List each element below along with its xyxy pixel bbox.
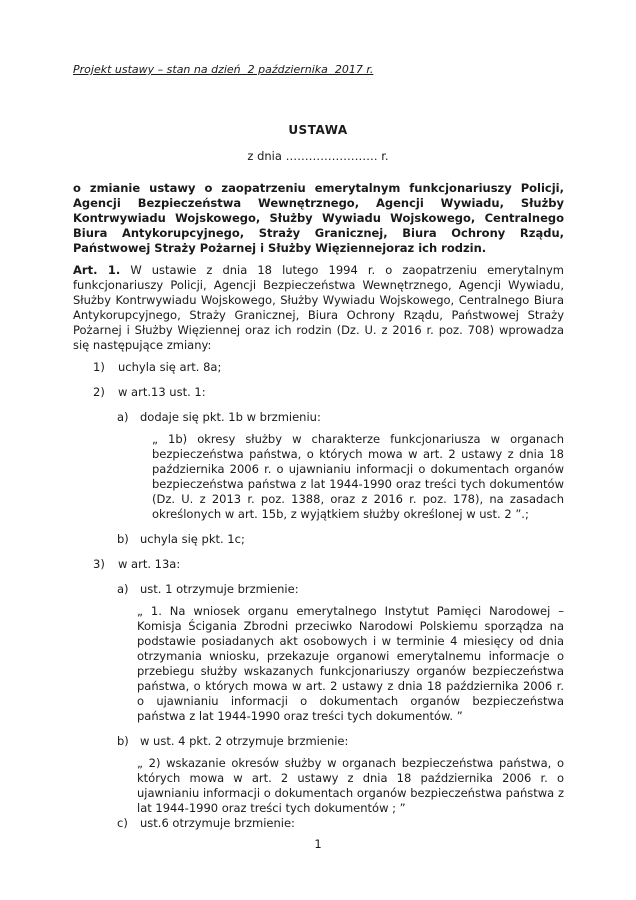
list-item-3-number: 3) — [93, 557, 105, 571]
list-item-3c — [117, 816, 564, 831]
article-1-paragraph — [73, 263, 564, 353]
list-item-2b-letter: b) — [117, 532, 129, 546]
list-item-2a-letter: a) — [117, 410, 129, 424]
list-item-3b-letter: b) — [117, 734, 129, 748]
list-item-3c-text: ust.6 otrzymuje brzmienie: — [140, 816, 295, 830]
list-item-3c-letter: c) — [117, 816, 128, 830]
list-item-2b — [117, 532, 564, 547]
list-item-3 — [93, 557, 564, 572]
page-number: 1 — [314, 837, 322, 851]
quoted-provision-ust1: „ 1. Na wniosek organu emerytalnego Instytut Pamięci Narodowej – Komisja Ścigania Zbrodni przeciwko Narodowi Polskiemu sporządza na podstawie posiadanych akt osobowych i w terminie 4 miesięcy od dnia otrzymania wniosku, przekazuje organowi emerytalnemu informacje o przebiegu służby wskazanych funkcjonariuszy organów bezpieczeństwa państwa, o których mowa w art. 2 ustawy z dnia 18 października 2006 r. o ujawnianiu informacji o dokumentach organów bezpieczeństwa państwa z lat 1944-1990 oraz treści tych dokumentów. ” — [137, 604, 564, 723]
list-item-2-text: w art.13 ust. 1: — [118, 385, 206, 399]
quoted-provision-1b: „ 1b) okresy służby w charakterze funkcjonariusza w organach bezpieczeństwa państwa, o których mowa w art. 2 ustawy z dnia 18 października 2006 r. o ujawnianiu informacji o dokumentach organów bezpieczeństwa państwa z lat 1944-1990 oraz treści tych dokumentów (Dz. U. z 2013 r. poz. 1388, oraz z 2016 r. poz. 178), na zasadach określonych w art. 15b, z wyjątkiem służby określonej w ust. 2 ”.; — [152, 432, 564, 521]
list-item-1-text: uchyla się art. 8a; — [118, 360, 222, 374]
list-item-2b-text: uchyla się pkt. 1c; — [140, 532, 245, 546]
list-item-3a-letter: a) — [117, 582, 129, 596]
list-item-2 — [93, 385, 564, 400]
list-item-2-number: 2) — [93, 385, 105, 399]
act-date-placeholder: z dnia …………………… r. — [247, 149, 389, 163]
list-item-1-number: 1) — [93, 360, 105, 374]
act-title: USTAWA — [288, 123, 348, 137]
list-item-3-text: w art. 13a: — [118, 557, 181, 571]
act-subject: o zmianie ustawy o zaopatrzeniu emerytalnym funkcjonariuszy Policji, Agencji Bezpieczeństwa Wewnętrznego, Agencji Wywiadu, Służby Kontrwywiadu Wojskowego, Służby Wywiadu Wojskowego, Centralnego Biura Antykorupcyjnego, Straży Granicznej, Biura Ochrony Rządu, Państwowej Straży Pożarnej i Służby Więziennejoraz ich rodzin. — [73, 181, 564, 255]
list-item-3a-text: ust. 1 otrzymuje brzmienie: — [140, 582, 299, 596]
list-item-1 — [93, 360, 564, 375]
list-item-3b-text: w ust. 4 pkt. 2 otrzymuje brzmienie: — [140, 734, 349, 748]
article-1-label: Art. 1. — [73, 263, 121, 277]
draft-status-note: Projekt ustawy – stan na dzień 2 października 2017 r. — [73, 63, 374, 76]
list-item-3b — [117, 734, 564, 749]
list-item-3a — [117, 582, 564, 597]
article-1-intro-text: W ustawie z dnia 18 lutego 1994 r. o zaopatrzeniu emerytalnym funkcjonariuszy Policji, Agencji Bezpieczeństwa Wewnętrznego, Agencji Wywiadu, Służby Kontrwywiadu Wojskowego, Służby Wywiadu Wojskowego, Centralnego Biura Antykorupcyjnego, Straży Granicznej, Biura Ochrony Rządu, Państwowej Straży Pożarnej i Służby Więziennej oraz ich rodzin (Dz. U. z 2016 r. poz. 708) wprowadza się następujące zmiany: — [73, 263, 564, 352]
list-item-2a-text: dodaje się pkt. 1b w brzmieniu: — [140, 410, 321, 424]
list-item-2a — [117, 410, 564, 425]
quoted-provision-pkt2: „ 2) wskazanie okresów służby w organach bezpieczeństwa państwa, o których mowa w art. 2 ustawy z dnia 18 października 2006 r. o ujawnianiu informacji o dokumentach organów bezpieczeństwa państwa z lat 1944-1990 oraz treści tych dokumentów ; ” — [137, 756, 564, 815]
